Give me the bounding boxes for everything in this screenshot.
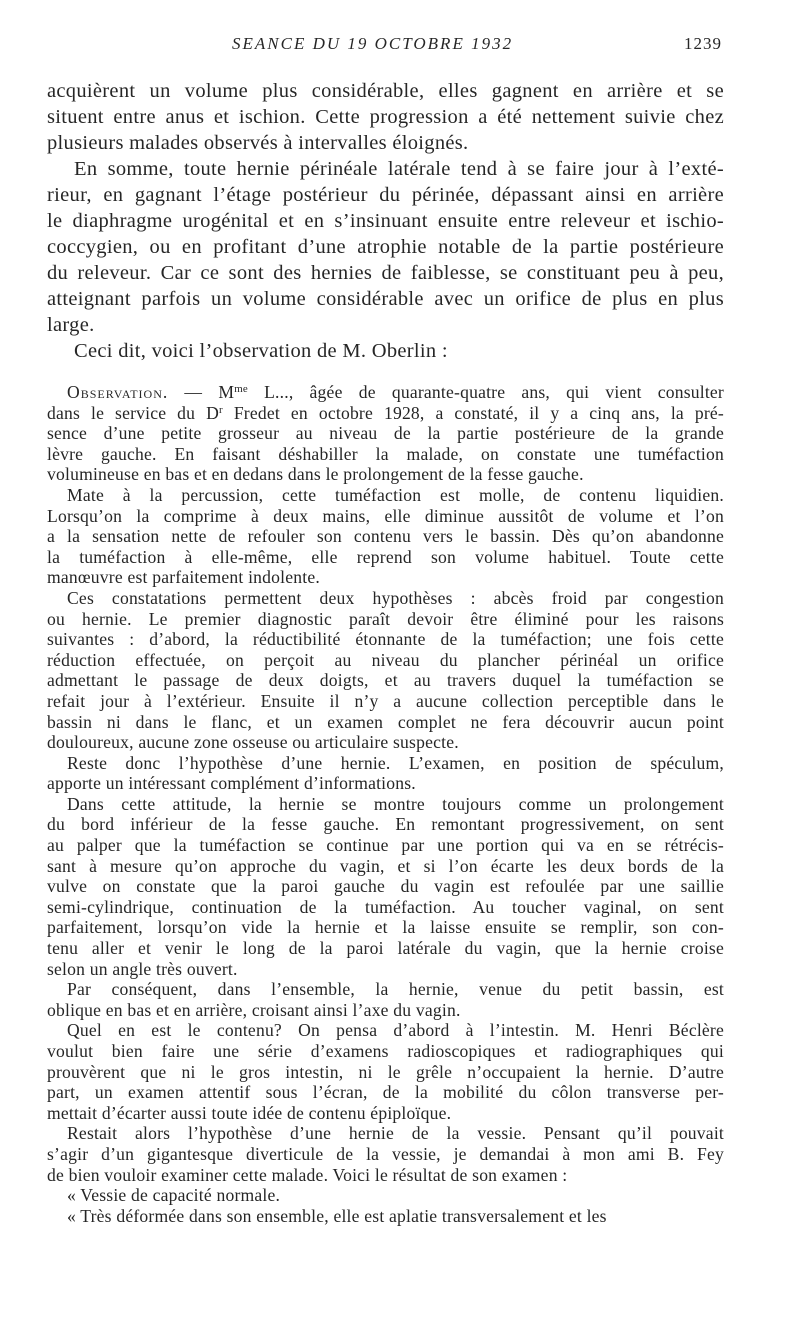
text-line: Lorsqu’on la comprime à deux mains, elle diminue aussitôt de volume et l’on — [47, 505, 724, 526]
text-line: acquièrent un volume plus considérable, elles gagnent en arrière et se — [47, 80, 724, 102]
text-line: semi-cylindrique, continuation de la tuméfaction. Au toucher vaginal, on sent — [47, 896, 724, 917]
text-line: Ces constatations permettent deux hypothèses : abcès froid par congestion — [67, 587, 724, 608]
text-line: Restait alors l’hypothèse d’une hernie de la vessie. Pensant qu’il pouvait — [67, 1123, 724, 1144]
text-line: du releveur. Car ce sont des hernies de faiblesse, se constituant peu à peu, — [47, 262, 724, 284]
page-number: 1239 — [684, 34, 722, 53]
running-head — [232, 34, 722, 56]
text-fragment: L..., âgée de quarante-quatre ans, qui vient consulter — [247, 382, 724, 402]
text-line: « Vessie de capacité normale. — [67, 1185, 281, 1206]
observation-lines — [47, 423, 724, 1226]
text-line: lèvre gauche. En faisant déshabiller la malade, on constate une tuméfaction — [47, 443, 724, 464]
superscript: me — [234, 383, 248, 395]
text-line: volumineuse en bas et en dedans dans le prolongement de la fesse gauche. — [47, 464, 584, 485]
text-line: le diaphragme urogénital et en s’insinuant ensuite entre releveur et ischio- — [47, 210, 724, 232]
text-line: suivantes : d’abord, la réductibilité étonnante de la tuméfaction; une fois cette — [47, 629, 724, 650]
text-line: admettant le passage de deux doigts, et au travers duquel la tuméfaction se — [47, 670, 724, 691]
running-title: SEANCE DU 19 OCTOBRE 1932 — [232, 34, 514, 53]
text-line — [47, 403, 724, 424]
text-line: ou hernie. Le premier diagnostic paraît devoir être éliminé pour les raisons — [47, 608, 724, 629]
text-line: sence d’une petite grosseur au niveau de la partie postérieure de la grande — [47, 423, 724, 444]
text-fragment: Fredet en octobre 1928, a constaté, il y a cinq ans, la pré- — [222, 402, 724, 423]
observation-label: Observation. — [67, 382, 169, 402]
text-line: atteignant parfois un volume considérable avec un orifice de plus en plus — [47, 288, 724, 310]
text-line: rieur, en gagnant l’étage postérieur du périnée, dépassant ainsi en arrière — [47, 184, 724, 206]
text-line: vulve on constate que la paroi gauche du vagin est refoulée par une saillie — [47, 876, 724, 897]
text-line: mettait d’écarter aussi toute idée de contenu épiploïque. — [47, 1102, 452, 1123]
text-line: réduction effectuée, on perçoit au niveau du plancher périnéal un orifice — [47, 649, 724, 670]
text-line: part, un examen attentif sous l’écran, de la mobilité du côlon transverse per- — [47, 1082, 724, 1103]
text-line: manœuvre est parfaitement indolente. — [47, 567, 320, 588]
text-line: de bien vouloir examiner cette malade. Voici le résultat de son examen : — [47, 1164, 568, 1185]
main-text — [47, 78, 724, 364]
text-line: parfaitement, lorsqu’on vide la hernie et la laisse ensuite se remplir, son con- — [47, 917, 724, 938]
text-line: sant à mesure qu’on approche du vagin, et si l’on écarte les deux bords de la — [47, 855, 724, 876]
text-line: Dans cette attitude, la hernie se montre toujours comme un prolongement — [67, 793, 724, 814]
observation-first-line — [47, 382, 724, 403]
text-line: a la sensation nette de refouler son contenu vers le bassin. Dès qu’on abandonne — [47, 526, 724, 547]
text-line: situent entre anus et ischion. Cette progression a été nettement suivie chez — [47, 106, 724, 128]
text-line: douloureux, aucune zone osseuse ou articulaire suspecte. — [47, 732, 459, 753]
text-line: Reste donc l’hypothèse d’une hernie. L’examen, en position de spéculum, — [67, 752, 724, 773]
text-line: coccygien, ou en profitant d’une atrophie notable de la partie postérieure — [47, 236, 724, 258]
text-line: voulut bien faire une série d’examens radioscopiques et radiographiques qui — [47, 1041, 724, 1061]
text-line: du bord inférieur de la fesse gauche. En remontant progressivement, on sent — [47, 814, 724, 835]
text-line: En somme, toute hernie périnéale latérale tend à se faire jour à l’exté- — [74, 158, 724, 180]
text-line: tenu aller et venir le long de la paroi latérale du vagin, que la hernie croise — [47, 938, 724, 959]
text-line: Quel en est le contenu? On pensa d’abord à l’intestin. M. Henri Béclère — [67, 1020, 724, 1041]
text-fragment: dans le service du D — [47, 402, 220, 423]
text-line: apporte un intéressant complément d’informations. — [47, 773, 416, 794]
text-line: plusieurs malades observés à intervalles éloignés. — [47, 132, 469, 154]
text-line: Ceci dit, voici l’observation de M. Oberlin : — [74, 340, 448, 362]
superscript: r — [219, 403, 223, 416]
text-line: au palper que la tuméfaction se continue par une portion qui va en se rétrécis- — [47, 835, 724, 856]
text-line: prouvèrent que ni le gros intestin, ni le grêle n’occupaient la hernie. D’autre — [47, 1061, 724, 1082]
text-line: large. — [47, 314, 95, 336]
text-line: bassin ni dans le flanc, et un examen complet ne fera découvrir aucun point — [47, 711, 724, 732]
text-line: s’agir d’un gigantesque diverticule de la vessie, je demandai à mon ami B. Fey — [47, 1143, 724, 1164]
text-line: refait jour à l’extérieur. Ensuite il n’y a aucune collection perceptible dans le — [47, 690, 724, 711]
text-line: Mate à la percussion, cette tuméfaction est molle, de contenu liquidien. — [67, 484, 724, 505]
text-line: « Très déformée dans son ensemble, elle est aplatie transversalement et les — [67, 1205, 607, 1226]
text-line: selon un angle très ouvert. — [47, 958, 238, 979]
text-line: Par conséquent, dans l’ensemble, la hernie, venue du petit bassin, est — [67, 979, 724, 1000]
text-line: la tuméfaction à elle-même, elle reprend son volume habituel. Toute cette — [47, 546, 724, 567]
observation-block — [47, 382, 724, 1226]
text-fragment: — M — [168, 382, 235, 402]
text-line: oblique en bas et en arrière, croisant ainsi l’axe du vagin. — [47, 999, 461, 1020]
